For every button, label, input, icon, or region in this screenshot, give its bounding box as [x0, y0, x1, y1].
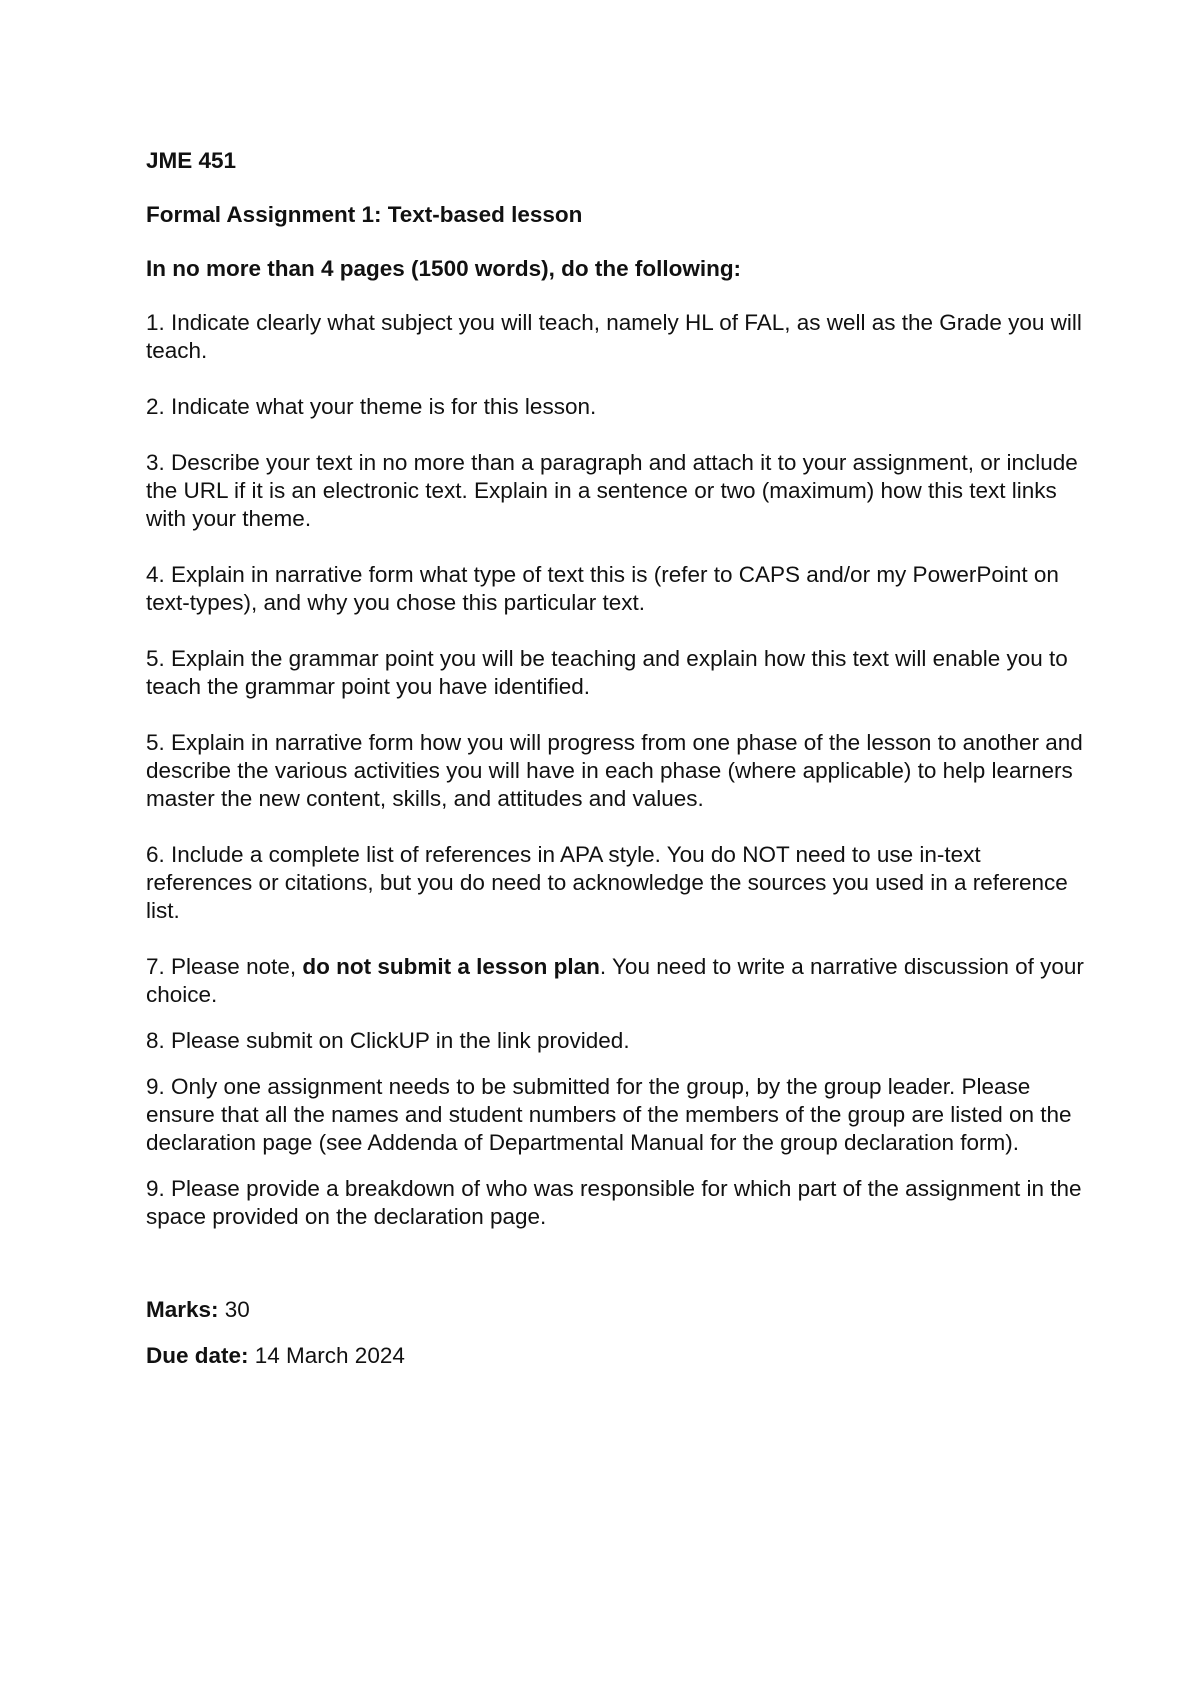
instruction-item-7-suffix: . You need to write a narrative discussion of your choice.: [146, 954, 1084, 1007]
instruction-item-7-emphasis: do not submit a lesson plan: [302, 954, 600, 979]
instruction-item-5-grammar: 5. Explain the grammar point you will be teaching and explain how this text will enable you to teach the grammar point you have identified.: [146, 646, 1068, 699]
due-date-label: Due date:: [146, 1343, 249, 1368]
document-content: [146, 147, 1086, 1388]
due-date-value: 14 March 2024: [248, 1343, 405, 1368]
instruction-item-1: 1. Indicate clearly what subject you will teach, namely HL of FAL, as well as the Grade you will teach.: [146, 310, 1082, 363]
instruction-item-9-group: 9. Only one assignment needs to be submitted for the group, by the group leader. Please ensure that all the names and student numbers of the members of the group are listed on the declaration page (see Addenda of Departmental Manual for the group declaration form).: [146, 1074, 1072, 1155]
instructions-heading: In no more than 4 pages (1500 words), do the following:: [146, 256, 742, 281]
instruction-item-6: 6. Include a complete list of references in APA style. You do NOT need to use in-text references or citations, but you do need to acknowledge the sources you used in a reference list.: [146, 842, 1068, 923]
instruction-item-4: 4. Explain in narrative form what type of text this is (refer to CAPS and/or my PowerPoint on text-types), and why you chose this particular text.: [146, 562, 1059, 615]
marks-value: 30: [218, 1297, 250, 1322]
due-date-line: [146, 1342, 1086, 1370]
instruction-item-7: [146, 953, 1086, 1009]
course-code: JME 451: [146, 148, 237, 173]
section-spacer: [146, 1249, 1086, 1296]
assignment-title: Formal Assignment 1: Text-based lesson: [146, 202, 583, 227]
marks-label: Marks:: [146, 1297, 219, 1322]
instruction-item-8: 8. Please submit on ClickUP in the link provided.: [146, 1028, 630, 1053]
marks-line: [146, 1296, 1086, 1324]
instruction-item-3: 3. Describe your text in no more than a paragraph and attach it to your assignment, or include the URL if it is an electronic text. Explain in a sentence or two (maximum) how this text links with your theme.: [146, 450, 1078, 531]
instruction-item-7-prefix: 7. Please note,: [146, 954, 303, 979]
instruction-item-9-breakdown: 9. Please provide a breakdown of who was responsible for which part of the assignment in the space provided on the declaration page.: [146, 1176, 1082, 1229]
instruction-item-2: 2. Indicate what your theme is for this lesson.: [146, 394, 597, 419]
instruction-item-5-progression: 5. Explain in narrative form how you will progress from one phase of the lesson to another and describe the various activities you will have in each phase (where applicable) to help learners master the new content, skills, and attitudes and values.: [146, 730, 1083, 811]
